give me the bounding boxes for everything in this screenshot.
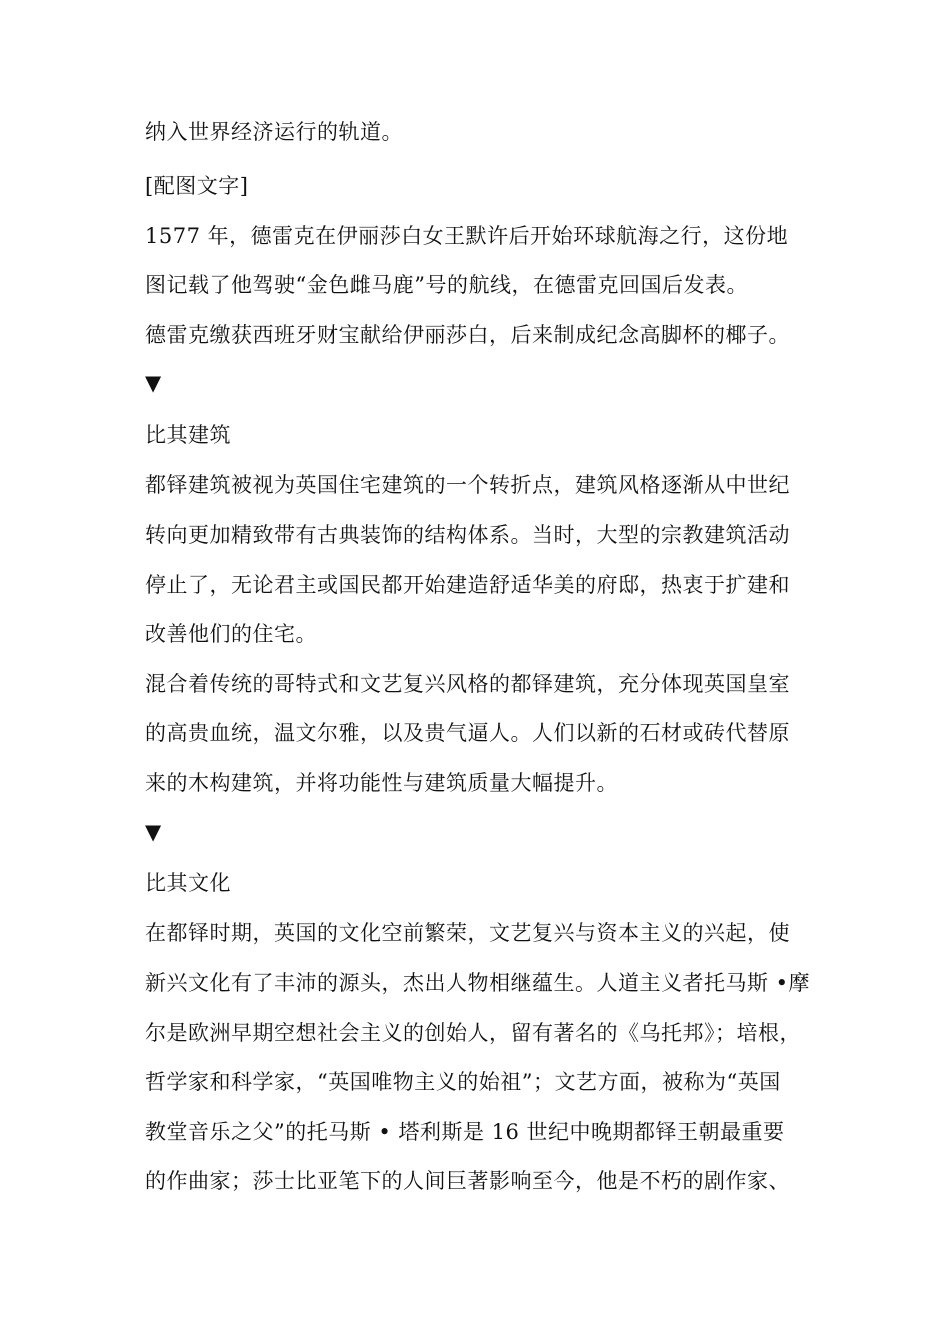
text-line: 哲学家和科学家，“英国唯物主义的始祖”；文艺方面，被称为“英国: [145, 1070, 781, 1094]
text-line: 纳入世界经济运行的轨道。: [145, 120, 403, 144]
down-triangle-icon: ▼: [145, 371, 162, 395]
text-line: 来的木构建筑，并将功能性与建筑质量大幅提升。: [145, 771, 618, 795]
text-line: 德雷克缴获西班牙财宝献给伊丽莎白，后来制成纪念高脚杯的椰子。: [145, 323, 790, 347]
text-line: 的高贵血统，温文尔雅，以及贵气逼人。人们以新的石材或砖代替原: [145, 721, 790, 745]
text-line: 新兴文化有了丰沛的源头，杰出人物相继蕴生。人道主义者托马斯 •摩: [145, 971, 811, 995]
text-line: 教堂音乐之父”的托马斯 • 塔利斯是 16 世纪中晚期都铎王朝最重要: [145, 1120, 785, 1144]
text-line: 图记载了他驾驶“金色雌马鹿”号的航线，在德雷克回国后发表。: [145, 273, 748, 297]
text-line: 在都铎时期，英国的文化空前繁荣，文艺复兴与资本主义的兴起，使: [145, 921, 790, 945]
text-line: 1577 年，德雷克在伊丽莎白女王默许后开始环球航海之行，这份地: [145, 224, 789, 248]
text-line: 尔是欧洲早期空想社会主义的创始人，留有著名的《乌托邦》；培根，: [145, 1021, 801, 1045]
text-line: 的作曲家；莎士比亚笔下的人间巨著影响至今，他是不朽的剧作家、: [145, 1169, 790, 1193]
text-line: 改善他们的住宅。: [145, 622, 317, 646]
section-heading: 比其建筑: [145, 423, 231, 447]
down-triangle-icon: ▼: [145, 820, 162, 844]
section-heading: 比其文化: [145, 871, 231, 895]
text-line: 混合着传统的哥特式和文艺复兴风格的都铎建筑，充分体现英国皇室: [145, 672, 790, 696]
text-line: 都铎建筑被视为英国住宅建筑的一个转折点，建筑风格逐渐从中世纪: [145, 473, 790, 497]
text-line: 停止了，无论君主或国民都开始建造舒适华美的府邸，热衷于扩建和: [145, 573, 790, 597]
caption-label: [配图文字]: [145, 174, 249, 198]
text-line: 转向更加精致带有古典装饰的结构体系。当时，大型的宗教建筑活动: [145, 523, 790, 547]
